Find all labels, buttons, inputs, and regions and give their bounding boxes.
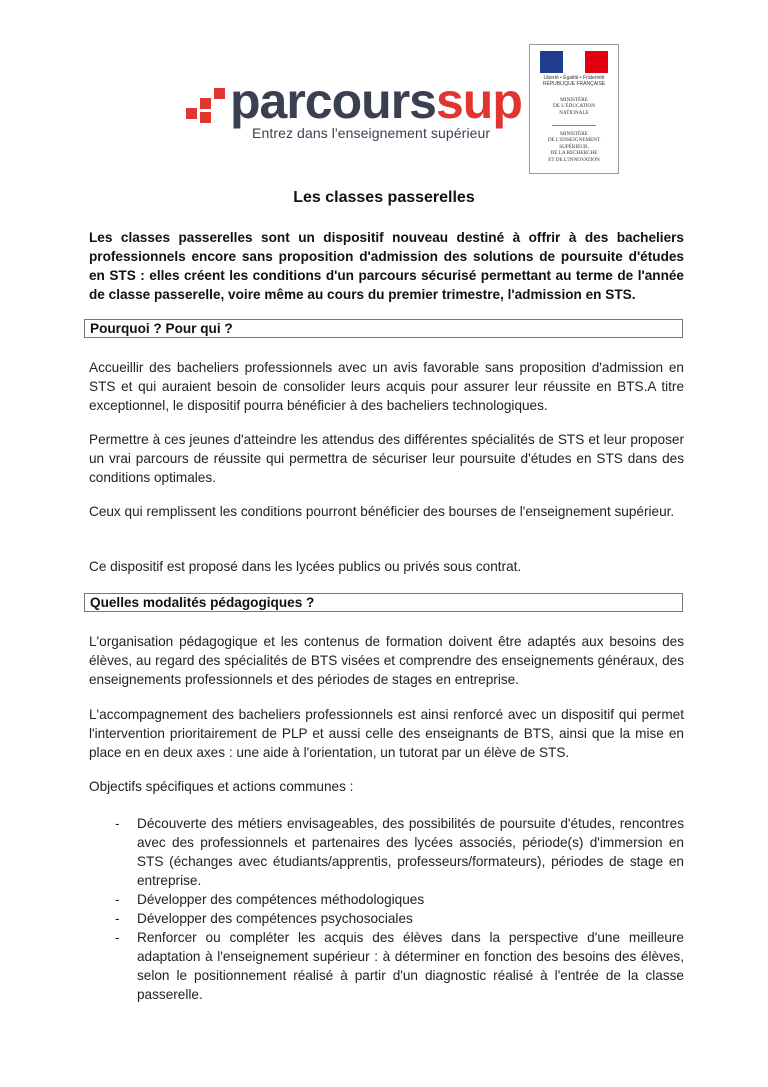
section-heading-pedagogy: Quelles modalités pédagogiques ? [84,593,683,612]
list-item [89,909,684,928]
section1-paragraph-3: Ceux qui remplissent les conditions pourront bénéficier des bourses de l'enseignement supérieur. [89,504,675,519]
parcoursup-logo [186,73,522,144]
section-heading-why: Pourquoi ? Pour qui ? [84,319,683,338]
ministry-education: MINISTÈRE DE L'ÉDUCATION NATIONALE [553,97,595,116]
logo-wordmark-part1: parcours [230,73,436,129]
list-item [89,814,684,890]
logo-wordmark-s: s [435,73,463,129]
dash-bullet: - [115,911,120,926]
ministry-divider [552,125,596,126]
parcoursup-mark-icon [186,86,232,132]
document-title: Les classes passerelles [293,189,475,206]
list-item-text: Développer des compétences méthodologiques [137,892,425,907]
dash-bullet: - [115,816,120,831]
list-item [89,890,684,909]
section2-paragraph-2: L'accompagnement des bacheliers professionnels est ainsi renforcé avec un dispositif qui permet l'intervention prioritairement de PLP et aussi celle des enseignants de BTS, ainsi que la mise en place en en deux axes : une aide à l'orientation, un tutorat par un élève de STS. [89,707,684,760]
section2-paragraph-1: L'organisation pédagogique et les contenus de formation doivent être adaptés aux besoins des élèves, au regard des spécialités de BTS visées et comprendre des enseignements généraux, des enseignements professionnels et des périodes de stages en entreprise. [89,634,684,687]
section1-paragraph-2: Permettre à ces jeunes d'atteindre les attendus des différentes spécialités de STS et leur proposer un vrai parcours de réussite qui permettra de sécuriser leur poursuite d'études en STS dans des conditions optimales. [89,432,684,485]
list-item-text: Découverte des métiers envisageables, des possibilités de poursuite d'études, rencontres avec des professionnels et partenaires des lycées associés, période(s) d'immersion en STS (échanges avec étudiants/apprentis, professeurs/formateurs), périodes de stage en entreprise. [137,816,684,888]
dash-bullet: - [115,892,120,907]
logo-wordmark [230,74,522,128]
objectives-list [89,814,684,1004]
dash-bullet: - [115,930,120,945]
logo-tagline: Entrez dans l'enseignement supérieur [252,125,491,141]
section1-paragraph-1: Accueillir des bacheliers professionnels avec un avis favorable sans proposition d'admission en STS et qui auraient besoin de consolider leurs acquis pour assurer leur réussite en BTS.A titre exceptionnel, le dispositif pourra bénéficier à des bacheliers technologiques. [89,360,684,413]
ministry-higher-education: MINISTÈRE DE L'ENSEIGNEMENT SUPÉRIEUR, DE LA RECHERCHE ET DE L'INNOVATION [547,131,601,163]
republic-motto [534,75,614,87]
motto-text: Liberté • Égalité • Fraternité [543,75,605,81]
section1-paragraph-4: Ce dispositif est proposé dans les lycées publics ou privés sous contrat. [89,559,522,574]
republic-text: RÉPUBLIQUE FRANÇAISE [542,81,606,87]
intro-paragraph: Les classes passerelles sont un dispositif nouveau destiné à offrir à des bacheliers professionnels encore sans proposition d'admission des solutions de poursuite d'études en STS : elles créent les conditions d'un parcours sécurisé permettant au terme de l'année de classe passerelle, voire même au cours du premier trimestre, l'admission en STS. [89,230,684,302]
section2-paragraph-3: Objectifs spécifiques et actions communes : [89,779,354,794]
logo-wordmark-part2: up [462,73,522,129]
ministry-logo [529,44,619,174]
list-item [89,928,684,1004]
marianne-flag-icon [540,51,608,73]
list-item-text: Développer des compétences psychosociales [137,911,413,926]
list-item-text: Renforcer ou compléter les acquis des élèves dans la perspective d'une meilleure adaptation à l'enseignement supérieur : à déterminer en fonction des besoins des élèves, selon le positionnement réalisé à partir d'un diagnostic réalisé à l'entrée de la classe passerelle. [137,930,684,1002]
